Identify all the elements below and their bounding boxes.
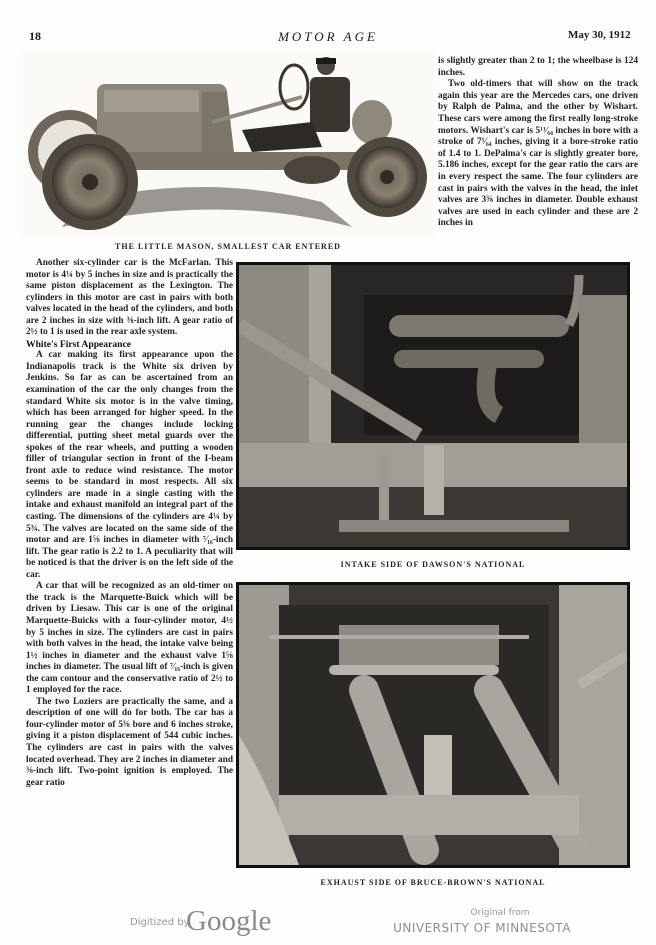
paragraph: Another six-cylinder car is the McFarlan. This motor is 4¼ by 5 inches in size and is practically the same piston displacement as the Lexington. The cylinders in this motor are cast in pairs with both valves located in the head of the cylinders, and both are 2 inches in size with ⅜-inch lift. A gear ratio of 2½ to 1 is used in the rear axle system.: [26, 258, 233, 338]
issue-date: May 30, 1912: [568, 29, 631, 41]
race-car-illustration: [22, 52, 434, 237]
paragraph: The two Loziers are practically the same, and a description of one will do for both. The car has a four-cylinder motor of 5⅜ bore and 6 inches stroke, giving it a piston displacement of 544 cubic inches. The cylinders are cast in pairs with the valves located overhead. They are 2 inches in diameter and ⅜-inch lift. Two-point ignition is employed. The gear ratio: [26, 696, 233, 788]
article-column-right: [438, 56, 638, 230]
race-car-photo: [22, 52, 434, 237]
section-subheading: White's First Appearance: [26, 338, 131, 350]
engine-exhaust-illustration: [239, 585, 627, 865]
original-from-label: Original from: [470, 908, 530, 918]
paragraph: A car that will be recognized as an old-timer on the track is the Marquette-Buick which will be driven by Liesaw. This car is one of the original Marquette-Buicks with a four-cylinder motor, 4½ by 5 inches in size. The cylinders are cast in pairs with both valves in the head, the intake valve being 1½ inches in diameter and the exhaust valve 1⅝ inches in diameter. The usual lift of ⁷⁄₁₆-inch is given the cam contour and the conservative ratio of 2½ to 1 employed for the race.: [26, 581, 233, 696]
figure-caption-exhaust: EXHAUST SIDE OF BRUCE-BROWN'S NATIONAL: [320, 878, 546, 887]
engine-intake-illustration: [239, 265, 627, 547]
magazine-title: MOTOR AGE: [278, 29, 378, 44]
google-logo: Google: [186, 905, 272, 937]
article-column-left: [26, 258, 233, 789]
engine-intake-photo: [236, 262, 630, 550]
institution-name: UNIVERSITY OF MINNESOTA: [393, 921, 571, 935]
figure-caption-intake: INTAKE SIDE OF DAWSON'S NATIONAL: [340, 560, 526, 569]
digitized-by-label: Digitized by: [130, 917, 190, 928]
paragraph: A car making its first appearance upon the Indianapolis track is the White six driven by Jenkins. So far as can be ascertained from an examination of the car the only changes from the standard White six motor is in the valve timing, which has been arranged for higher speed. In the running gear the changes include locking differential, putting sheet metal guards over the spokes of the rear wheels, and putting a wooden filler of triangular section in front of the I-beam front axle to reduce wind resistance. The motor seems to be standard in most respects. All six cylinders are made in a single casting with the intake and exhaust manifold an integral part of the casting. The dimensions of the cylinders are 4¼ by 5¾. The valves are located on the same side of the motor and are 1⅝ inches in diameter with ⁷⁄₁₆-inch lift. The gear ratio is 2.2 to 1. A peculiarity that will be noticed is that the driver is on the left side of the car.: [26, 350, 233, 580]
paragraph: is slightly greater than 2 to 1; the wheelbase is 124 inches.: [438, 56, 638, 78]
page-header: [0, 29, 656, 45]
figure-caption-race-car: THE LITTLE MASON, SMALLEST CAR ENTERED: [115, 242, 341, 251]
paragraph: Two old-timers that will show on the track again this year are the Mercedes cars, one driven by Ralph de Palma, and the other by Wishart. These cars were among the first really long-stroke motors. Wishart's car is 5¹¹⁄₆₄ inches in bore with a stroke of 7⁵⁄₆₄ inches, giving it a bore-stroke ratio of 1.4 to 1. DePalma's car is slightly greater bore, 5.186 inches, except for the gear ratio the cars are in every respect the same. The four cylinders are cast in pairs with the valves in the head, the inlet valves are 3⅜ inches in diameter. Double exhaust valves are used in each cylinder and these are 2 inches in: [438, 79, 638, 229]
engine-exhaust-photo: [236, 582, 630, 868]
digitization-footer: [0, 905, 656, 945]
page-number: 18: [29, 29, 41, 43]
